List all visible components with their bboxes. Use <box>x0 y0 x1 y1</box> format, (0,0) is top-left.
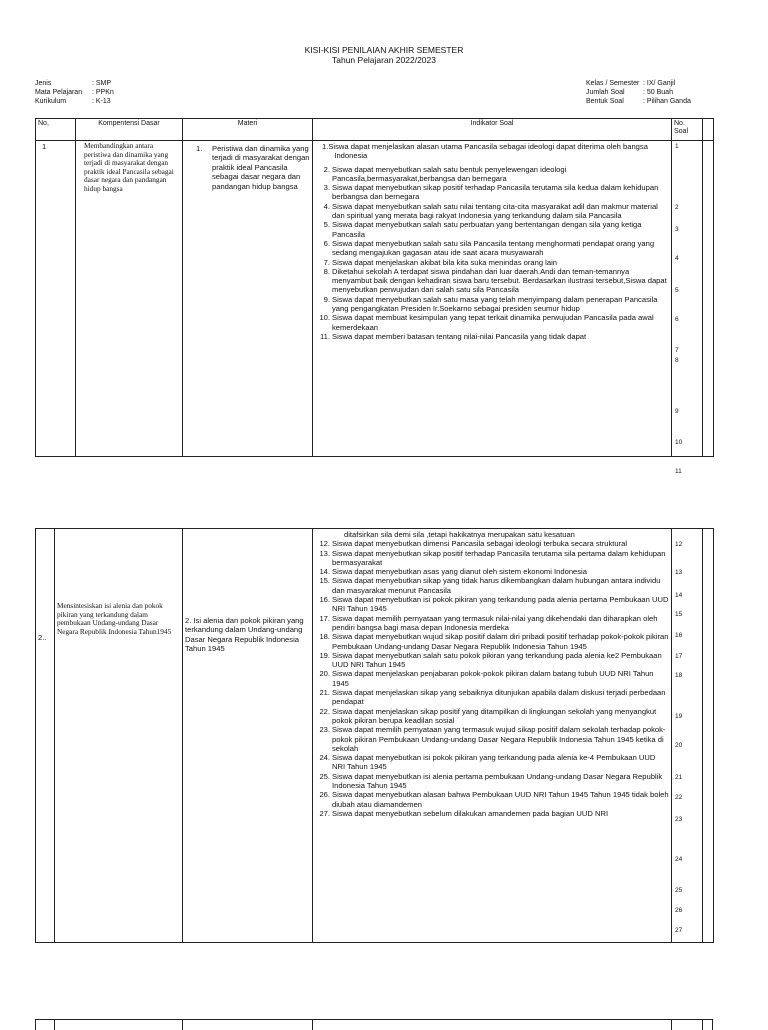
indicator-text: Siswa dapat menjelaskan sikap positif yang ditampilkan di lingkungan sekolah yang menyangkut pokok pikiran berupa keadilan sosial <box>332 706 657 725</box>
no-soal-cell <box>672 141 703 475</box>
indicator-number: 18. <box>319 632 330 642</box>
indicator-text: Siswa dapat membuat kesimpulan yang tepat terkait dinamika perwujudan Pancasila pada awal kemerdekaan <box>332 313 654 332</box>
extra-cell <box>703 141 714 457</box>
materi-number: 1. <box>196 144 203 153</box>
header-kompetensi: Kompentensi Dasar <box>76 119 183 141</box>
list-item <box>317 567 669 576</box>
info-value-kurikulum: : K-13 <box>92 98 111 105</box>
indicator-continuation: ditafsirkan sila demi sila ,tetapi hakikatnya merupakan satu kesatuan <box>344 530 575 539</box>
kisi-table-page1 <box>35 118 714 475</box>
row-number-text: 2.. <box>38 633 47 642</box>
extra-cell <box>703 529 714 943</box>
soal-number: 2 <box>675 204 679 211</box>
list-item <box>317 772 669 791</box>
soal-number: 3 <box>675 226 679 233</box>
indicator-text: Siswa dapat menyebutkan sikap positif terhadap Pancasila terutama sila kedua dalam kehidupan berbangsa dan bernegara <box>332 183 659 202</box>
table-row <box>36 529 714 943</box>
next-page-table-edge <box>35 1019 713 1030</box>
indicator-text: Siswa dapat memilih pernyataan yang termasuk wujud sikap positif dalam sekolah terhadap pokok-pokok pikiran Pembukaan Undang-undang Dasar Negara Republik Indonesia Tahun 1945 ketika di sekolah <box>332 725 666 753</box>
list-item <box>317 267 669 295</box>
soal-number: 12 <box>675 541 683 548</box>
indicator-text: Siswa dapat menyebutkan alasan bahwa Pembukaan UUD NRI Tahun 1945 Tahun 1945 tidak boleh diubah atau diamandemen <box>332 790 669 809</box>
indicator-number: 6. <box>323 238 330 248</box>
info-label-jumlah: Jumlah Soal <box>586 89 625 96</box>
indicator-text: Siswa dapat menyebutkan sikap positif terhadap Pancasila terutama sila pertama dalam kehidupan bermasyarakat <box>332 548 666 567</box>
indikator-list <box>313 529 672 943</box>
list-item <box>317 725 669 753</box>
info-label-mapel: Mata Pelajaran <box>35 89 83 96</box>
soal-number: 8 <box>675 357 679 364</box>
indicator-text: Siswa dapat menyebutkan isi alenia pertama pembukaan Undang-undang Dasar Negara Republik Indonesia Tahun 1945 <box>332 771 663 791</box>
soal-number: 14 <box>675 592 683 599</box>
info-right <box>586 79 691 106</box>
list-item <box>317 183 669 202</box>
indicator-text: Siswa dapat menyebutkan salah satu perbuatan yang bertentangan dengan sila yang ketiga Pancasila <box>332 220 642 239</box>
header-no-soal: No. Soal <box>672 119 703 141</box>
list-item <box>317 809 669 818</box>
info-value-mapel: : PPKn <box>92 89 114 96</box>
indicator-number: 12. <box>319 539 330 549</box>
list-item <box>317 595 669 614</box>
indicator-number: 3. <box>323 183 330 193</box>
indicator-number: 13. <box>319 548 330 558</box>
indicator-number: 8. <box>323 266 330 276</box>
indicator-number: 21. <box>319 688 330 698</box>
no-soal-cell <box>672 529 703 943</box>
soal-number: 16 <box>675 632 683 639</box>
soal-number: 19 <box>675 713 683 720</box>
list-item <box>317 707 669 726</box>
indicator-number: 23. <box>319 725 330 735</box>
info-left <box>35 79 114 106</box>
indicator-text: Siswa dapat menyebutkan salah satu sila Pancasila tentang menghormati pendapat orang yang sedang mengajukan gagasan atau ide saat acara musyawarah <box>332 238 655 258</box>
list-item <box>317 258 669 267</box>
info-label-kurikulum: Kurikulum <box>35 98 67 105</box>
materi <box>183 141 313 457</box>
list-item <box>317 239 669 258</box>
soal-number: 27 <box>675 927 683 934</box>
indicator-number: 5. <box>323 220 330 230</box>
indicator-number: 14. <box>319 567 330 577</box>
indicator-text: Siswa dapat menyebutkan dimensi Pancasila sebagai ideologi terbuka secara struktural <box>332 539 628 549</box>
indicator-number: 1. <box>322 142 329 151</box>
materi <box>183 529 313 943</box>
indicator-text: Siswa dapat menyebutkan salah satu pokok pikiran yang terkandung pada alenia ke2 Pembukaan UUD NRI Tahun 1945 <box>332 650 662 670</box>
indicator-text: Siswa dapat menyebutkan isi pokok pikiran yang terkandung pada alenia ke-4 Pembukaan UUD NRI Tahun 1945 <box>332 753 656 772</box>
indicator-number: 19. <box>319 650 330 660</box>
info-value-kelas: : IX/ Ganjil <box>643 80 676 87</box>
list-item <box>317 632 669 651</box>
indicator-number: 9. <box>323 294 330 304</box>
kompetensi-dasar <box>55 529 183 943</box>
list-item <box>317 669 669 688</box>
soal-number: 6 <box>675 316 679 323</box>
indicator-text: Siswa dapat memberi batasan tentang nilai-nilai Pancasila yang tidak dapat <box>332 331 587 341</box>
row-number: 1 <box>36 141 76 457</box>
list-item <box>317 576 669 595</box>
materi-text: Peristiwa dan dinamika yang terjadi di masyarakat dengan praktik ideal Pancasila sebagai dasar negara dan pandangan hidup bangsa <box>212 144 310 191</box>
indicator-number: 11. <box>320 331 330 341</box>
indicator-text: Siswa dapat menyebutkan sebelum dilakukan amandemen pada bagian UUD NRI <box>332 808 609 818</box>
indicator-text: Siswa dapat menjelaskan sikap yang sebaiknya ditunjukan apabila dalam diskusi terjadi perbedaan pendapat <box>332 688 666 707</box>
materi-text: 2. Isi alenia dan pokok pikiran yang terkandung dalam Undang-undang Dasar Negara Republik Indonesia Tahun 1945 <box>185 616 304 654</box>
soal-number: 11 <box>675 468 682 475</box>
list-item <box>317 313 669 332</box>
indicator-text: Siswa dapat menyebutkan salah satu masa yang telah menyimpang dalam penerapan Pancasila yang pengangkatan Presiden Ir.Soekarno sebagai presiden seumur hidup <box>332 294 658 314</box>
table-header-row <box>36 119 714 141</box>
list-item <box>317 332 669 341</box>
info-value-bentuk: : Pilihan Ganda <box>643 98 691 105</box>
info-value-jenis: : SMP <box>92 80 112 87</box>
row-number <box>36 529 55 943</box>
indicator-number: 25. <box>319 771 330 781</box>
document-subtitle: Tahun Pelajaran 2022/2023 <box>332 55 436 65</box>
header-no: No, <box>36 119 76 141</box>
indicator-number: 16. <box>319 595 330 605</box>
indicator-number: 17. <box>319 613 330 623</box>
indicator-text: Siswa dapat menyebutkan salah satu bentuk penyelewengan ideologi Pancasila,bermasyarakat,berbangsa dan bernegara <box>332 164 567 183</box>
indicator-text: Siswa dapat menyebutkan isi pokok pikiran yang terkandung pada alenia pertama Pembukaan UUD NRI Tahun 1945 <box>332 595 669 614</box>
indicator-text: Siswa dapat menjelaskan akibat bila kita suka menindas orang lain <box>332 257 557 267</box>
info-label-bentuk: Bentuk Soal <box>586 98 624 105</box>
indicator-number: 27. <box>319 808 330 818</box>
list-item <box>317 220 669 239</box>
soal-number: 7 <box>675 347 679 354</box>
indicator-text: Siswa dapat menjelaskan alasan utama Pancasila sebagai ideologi dapat diterima oleh bangsa Indonesia <box>328 142 648 161</box>
info-label-kelas: Kelas / Semester <box>586 80 640 87</box>
list-item <box>317 549 669 568</box>
info-value-jumlah: : 50 Buah <box>643 89 673 96</box>
list-item <box>317 165 669 184</box>
kompetensi-dasar <box>76 141 183 457</box>
indicator-number: 10. <box>319 313 330 323</box>
indicator-number: 24. <box>319 753 330 763</box>
soal-number: 9 <box>675 408 679 415</box>
soal-number: 17 <box>675 653 683 660</box>
list-item <box>317 651 669 670</box>
kompetensi-dasar-text: Mensintesiskan isi alenia dan pokok pikiran yang terkandung dalam pembukaan Undang-undang Dasar Negara Republik Indonesia Tahun1945 <box>57 601 172 636</box>
soal-number: 25 <box>675 887 683 894</box>
soal-number: 13 <box>675 569 683 576</box>
kisi-table-page2 <box>35 528 714 943</box>
soal-number: 26 <box>675 907 683 914</box>
list-item <box>317 753 669 772</box>
indicator-text: Siswa dapat menyebutkan salah satu nilai tentang cita-cita masyarakat adil dan makmur material dan spiritual yang merata bagi rakyat Indonesia yang terkandung dalam sila Pancasila <box>332 201 658 221</box>
header-extra <box>703 119 714 141</box>
soal-number: 22 <box>675 794 683 801</box>
list-item <box>317 688 669 707</box>
indicator-number: 20. <box>319 669 330 679</box>
indicator-number: 22. <box>319 706 330 716</box>
indicator-text: Siswa dapat menyebutkan asas yang dianut oleh sistem ekonomi Indonesia <box>332 567 587 577</box>
kompetensi-dasar-text: Membandingkan antara peristiwa dan dinamika yang terjadi di masyarakat dengan praktik ideal Pancasila sebagai dasar negara dan pandangan hidup bangsa <box>84 141 174 193</box>
indicator-text: Siswa dapat menyebutkan wujud sikap positif dalam diri pribadi positif terhadap pokok-pokok pikiran Pembukaan Undang-undang Dasar Negara Republik Indonesia Tahun 1945 <box>332 632 669 651</box>
indicator-text: Siswa dapat menjelaskan penjabaran pokok-pokok pikiran dalam batang tubuh UUD NRI Tahun 1945 <box>332 669 654 688</box>
indicator-text: Siswa dapat menyebutkan sikap yang tidak harus dikembangkan dalam hubungan antara individu dan masyarakat menurut Pancasila <box>332 576 661 595</box>
list-item <box>317 539 669 548</box>
list-item <box>317 295 669 314</box>
soal-number: 24 <box>675 856 683 863</box>
header-materi: Materi <box>183 119 313 141</box>
list-item <box>317 790 669 809</box>
soal-number: 10 <box>675 439 683 446</box>
soal-number: 21 <box>675 774 683 781</box>
soal-number: 20 <box>675 742 683 749</box>
indicator-number: 4. <box>323 201 330 211</box>
info-label-jenis: Jenis <box>35 80 52 87</box>
soal-number: 15 <box>675 611 683 618</box>
soal-number: 5 <box>675 287 679 294</box>
soal-number: 23 <box>675 816 683 823</box>
soal-number: 18 <box>675 672 683 679</box>
header-indikator: Indikator Soal <box>313 119 672 141</box>
indicator-text: Siswa dapat memilih pernyataan yang termasuk nilai-nilai yang dikehendaki dan diharapkan oleh pendiri bangsa bagi masa depan Indonesia merdeka <box>332 613 658 632</box>
indicator-number: 7. <box>323 257 330 267</box>
soal-number: 1 <box>675 143 679 150</box>
indikator-list <box>313 141 672 457</box>
list-item <box>317 614 669 633</box>
indicator-number: 2. <box>323 164 330 174</box>
indicator-number: 15. <box>319 576 330 586</box>
indicator-number: 26. <box>319 790 330 800</box>
list-item <box>317 202 669 221</box>
soal-number: 4 <box>675 255 679 262</box>
document-title: KISI-KISI PENILAIAN AKHIR SEMESTER <box>304 45 464 55</box>
table-row <box>36 141 714 457</box>
list-item <box>317 142 669 161</box>
indicator-text: Diketahui sekolah A terdapat siswa pindahan dari luar daerah.Andi dan teman-temannya menyambut baik dengan kehadiran siswa baru tersebut. Berdasarkan ilustrasi tersebut,Siswa dapat menyebutkan perwujudan dari salah satu sila Pancasila <box>332 266 667 295</box>
